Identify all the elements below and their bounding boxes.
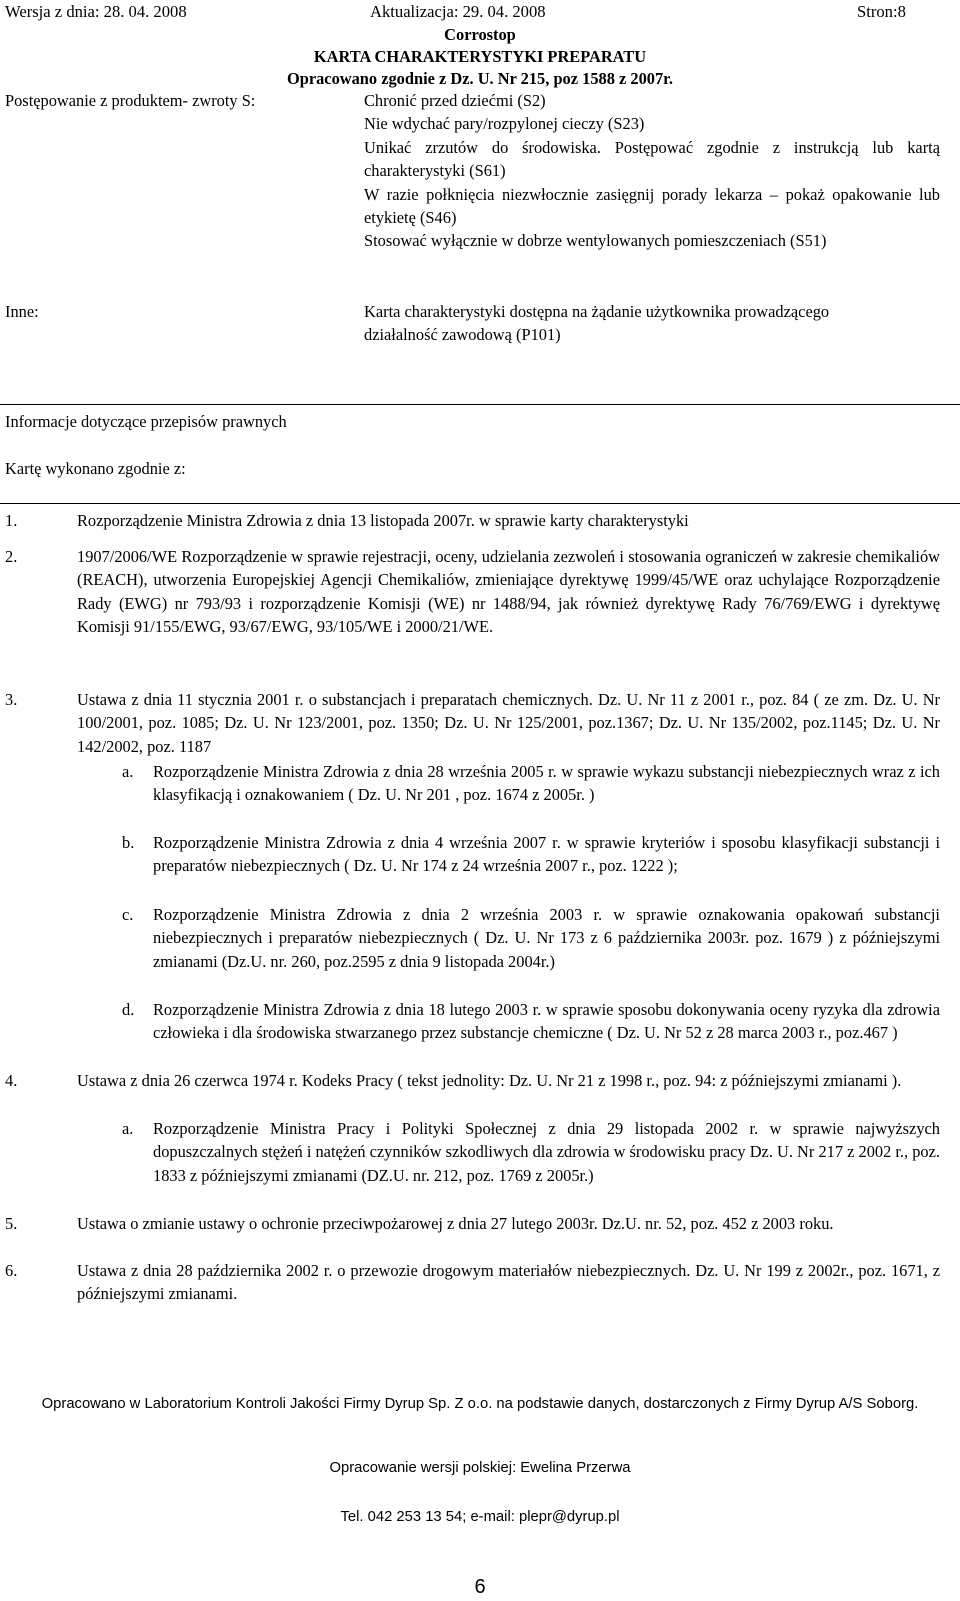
legal-item-4a <box>122 1117 940 1187</box>
item-text: Rozporządzenie Ministra Zdrowia z dnia 2 września 2003 r. w sprawie oznakowania opakowań substancji niebezpiecznych i preparatów niebezpiecznych ( Dz. U. Nr 173 z 6 października 2003r. poz. 1679 ) z późniejszymi zmianami (Dz.U. nr. 260, poz.2595 z dnia 9 listopada 2004r.) <box>153 905 940 971</box>
phrase-s51: Stosować wyłącznie w dobrze wentylowanych pomieszczeniach (S51) <box>364 231 827 251</box>
legal-item-5 <box>5 1212 940 1235</box>
item-number: 4. <box>5 1071 18 1090</box>
section-divider-2 <box>0 503 960 504</box>
item-number: d. <box>122 1000 135 1019</box>
page-number: 6 <box>474 1576 486 1598</box>
legal-item-2 <box>5 545 940 639</box>
item-text: 1907/2006/WE Rozporządzenie w sprawie rejestracji, oceny, udzielania zezwoleń i stosowania ograniczeń w zakresie chemikaliów (REACH), utworzenia Europejskiej Agencji Chemikaliów, zmieniające dyrektywę 1999/45/WE oraz uchylające Rozporządzenie Rady (EWG) nr 793/93 i rozporządzenie Komisji (WE) nr 1488/94, jak również dyrektywę Rady 76/769/EWG i dyrektywę Komisji 91/155/EWG, 93/67/EWG, 93/105/WE i 2000/21/WE. <box>77 547 940 637</box>
item-number: 1. <box>5 511 18 530</box>
phrase-s61: Unikać zrzutów do środowiska. Postępować zgodnie z instrukcją lub kartą charakterystyki (S61) <box>364 137 940 181</box>
handling-phrases <box>364 89 940 253</box>
page-count: Stron:8 <box>857 2 906 21</box>
item-number: a. <box>122 1119 134 1138</box>
item-text: Ustawa z dnia 28 października 2002 r. o przewozie drogowym materiałów niebezpiecznych. Dz. U. Nr 199 z 2002r., poz. 1671, z późniejszymi zmianami. <box>77 1261 940 1304</box>
product-name: Corrostop <box>444 25 516 44</box>
item-text: Rozporządzenie Ministra Zdrowia z dnia 28 września 2005 r. w sprawie wykazu substancji niebezpiecznych wraz z ich klasyfikacją i oznakowaniem ( Dz. U. Nr 201 , poz. 1674 z 2005r. ) <box>153 762 940 805</box>
legal-item-1 <box>5 509 940 532</box>
legal-item-3 <box>5 688 940 758</box>
phrase-s2: Chronić przed dziećmi (S2) <box>364 91 546 110</box>
header-meta-row <box>0 0 960 20</box>
phrase-s46: W razie połknięcia niezwłocznie zasięgnij porady lekarza – pokaż opakowanie lub etykietę (S46) <box>364 184 940 228</box>
handling-label: Postępowanie z produktem- zwroty S: <box>5 91 256 110</box>
legal-item-3b <box>122 831 940 878</box>
other-label: Inne: <box>5 302 39 321</box>
item-number: 5. <box>5 1214 18 1233</box>
legal-item-3d <box>122 998 940 1045</box>
legal-basis: Opracowano zgodnie z Dz. U. Nr 215, poz 1588 z 2007r. <box>286 69 674 88</box>
legal-heading: Informacje dotyczące przepisów prawnych <box>5 412 287 431</box>
legal-item-3a <box>122 760 940 807</box>
legal-item-6 <box>5 1259 940 1306</box>
item-number: 6. <box>5 1261 18 1280</box>
version-date: Wersja z dnia: 28. 04. 2008 <box>5 2 187 21</box>
item-text: Ustawa o zmianie ustawy o ochronie przeciwpożarowej z dnia 27 lutego 2003r. Dz.U. nr. 52, poz. 452 z 2003 roku. <box>77 1214 834 1233</box>
item-text: Ustawa z dnia 26 czerwca 1974 r. Kodeks Pracy ( tekst jednolity: Dz. U. Nr 21 z 1998 r., poz. 94: z późniejszymi zmianami ). <box>77 1071 902 1090</box>
document-title: KARTA CHARAKTERYSTYKI PREPARATU <box>313 47 647 66</box>
footer-contact: Tel. 042 253 13 54; e-mail: plepr@dyrup.pl <box>340 1509 620 1525</box>
item-text: Ustawa z dnia 11 stycznia 2001 r. o substancjach i preparatach chemicznych. Dz. U. Nr 11 z 2001 r., poz. 84 ( ze zm. Dz. U. Nr 100/2001, poz. 1085; Dz. U. Nr 123/2001, poz. 1350; Dz. U. Nr 125/2001, poz.1367; Dz. U. Nr 135/2002, poz.1145; Dz. U. Nr 142/2002, poz. 1187 <box>77 690 940 756</box>
section-divider <box>0 404 960 405</box>
item-number: c. <box>122 905 134 924</box>
footer-lab-info: Opracowano w Laboratorium Kontroli Jakości Firmy Dyrup Sp. Z o.o. na podstawie danych, dostarczonych z Firmy Dyrup A/S Soborg. <box>41 1396 919 1412</box>
legal-item-3c <box>122 903 940 973</box>
item-text: Rozporządzenie Ministra Zdrowia z dnia 13 listopada 2007r. w sprawie karty charakterystyki <box>77 511 689 530</box>
item-text: Rozporządzenie Ministra Pracy i Polityki Społecznej z dnia 29 listopada 2002 r. w sprawie najwyższych dopuszczalnych stężeń i natężeń czynników szkodliwych dla zdrowia w środowisku pracy Dz. U. Nr 217 z 2002 r., poz. 1833 z późniejszymi zmianami (DZ.U. nr. 212, poz. 1769 z 2005r.) <box>153 1119 940 1185</box>
update-date: Aktualizacja: 29. 04. 2008 <box>370 2 546 21</box>
item-number: b. <box>122 833 135 852</box>
phrase-s23: Nie wdychać pary/rozpylonej cieczy (S23) <box>364 114 645 134</box>
legal-item-4 <box>5 1069 940 1092</box>
footer-author: Opracowanie wersji polskiej: Ewelina Przerwa <box>329 1460 631 1476</box>
item-number: 2. <box>5 547 18 566</box>
item-number: a. <box>122 762 134 781</box>
legal-intro: Kartę wykonano zgodnie z: <box>5 459 186 478</box>
item-text: Rozporządzenie Ministra Zdrowia z dnia 4 września 2007 r. w sprawie kryteriów i sposobu klasyfikacji substancji i preparatów niebezpiecznych ( Dz. U. Nr 174 z 24 września 2007 r., poz. 1222 ); <box>153 833 940 876</box>
other-text: Karta charakterystyki dostępna na żądanie użytkownika prowadzącego działalność zawodową (P101) <box>364 302 830 345</box>
item-number: 3. <box>5 690 18 709</box>
item-text: Rozporządzenie Ministra Zdrowia z dnia 18 lutego 2003 r. w sprawie sposobu dokonywania oceny ryzyka dla zdrowia człowieka i dla środowiska stwarzanego przez substancje chemiczne ( Dz. U. Nr 52 z 28 marca 2003 r., poz.467 ) <box>153 1000 940 1043</box>
